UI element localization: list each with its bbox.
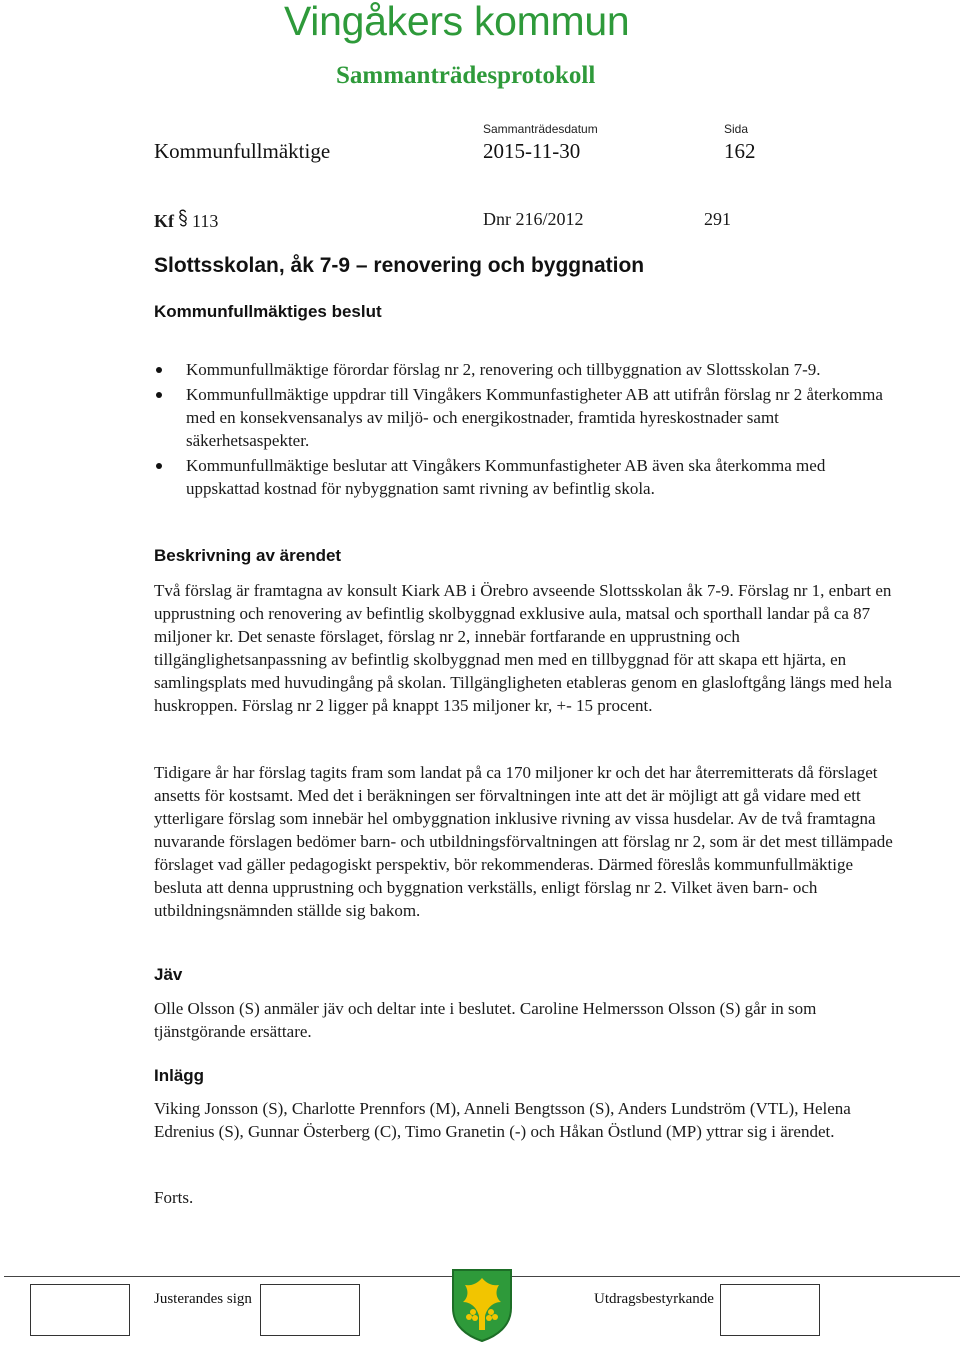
bullet-icon [156, 392, 162, 398]
jav-heading: Jäv [154, 965, 183, 984]
municipal-crest-icon [451, 1268, 513, 1342]
dnr: Dnr 216/2012 [483, 209, 584, 229]
certification-box [720, 1284, 820, 1336]
decision-item-text: Kommunfullmäktige beslutar att Vingåkers Kommunfastigheter AB även ska återkomma med uppskattad kostnad för nybyggnation samt rivning av befintlig skola. [186, 456, 826, 498]
document-type: Sammanträdesprotokoll [336, 62, 596, 89]
jav-text: Olle Olsson (S) anmäler jäv och deltar inte i beslutet. Caroline Helmersson Olsson (S) går in som tjänstgörande ersättare. [154, 999, 817, 1041]
decision-item [154, 454, 894, 500]
bullet-icon [156, 463, 162, 469]
footer-certification-label: Utdragsbestyrkande [594, 1291, 714, 1307]
meeting-date: 2015-11-30 [483, 139, 581, 163]
description-heading: Beskrivning av ärendet [154, 546, 342, 565]
case-title: Slottsskolan, åk 7-9 – renovering och byggnation [154, 254, 645, 277]
page-number: 162 [724, 139, 756, 163]
description-paragraph-2: Tidigare år har förslag tagits fram som landat på ca 170 miljoner kr och det har återremitterats då förslaget ansetts för kostsamt. Med det i beräkningen ser förvaltningen inte att det är möjligt att gå vidare med ett ytterligare förslag som innebär hel ombyggnation inklusive rivning av vissa husdelar. Av de två framtagna nuvarande förslagen bedömer barn- och utbildningsförvaltningen att förslag nr 2, som är det mest tillämpade förslaget vad gäller pedagogiskt perspektiv, bör rekommenderas. Därmed föreslås kommunfullmäktige besluta att denna upprustning och byggnation verkställs, enligt förslag nr 2. Vilket även barn- och utbildningsnämnden ställde sig bakom. [154, 763, 893, 920]
organization-name: Vingåkers kommun [284, 0, 630, 44]
body-name: Kommunfullmäktige [154, 139, 331, 163]
inlagg-heading: Inlägg [154, 1066, 205, 1085]
bullet-icon [156, 367, 162, 373]
signature-box-2 [260, 1284, 360, 1336]
kf-paragraph [154, 209, 218, 232]
description-paragraph-1: Två förslag är framtagna av konsult Kiark AB i Örebro avseende Slottsskolan åk 7-9. Förslag nr 1, enbart en upprustning och renovering av befintlig skolbyggnad exklusive aula, matsal och sporthall landar på ca 87 miljoner kr. Det senaste förslaget, förslag nr 2, innebär fortfarande en upprustning och tillgänglighetsanpassning av befintlig skolbyggnad men med en tillbyggnad för att skapa ett hjärta, en samlingsplats med huvudingång på skolan. Tillgängligheten etableras genom en glasloftgång längs med hela huskroppen. Förslag nr 2 ligger på knappt 135 miljoner kr, +- 15 procent. [154, 581, 892, 715]
inlagg-text: Viking Jonsson (S), Charlotte Prennfors (M), Anneli Bengtsson (S), Anders Lundström (VTL), Helena Edrenius (S), Gunnar Österberg (C), Timo Granetin (-) och Håkan Östlund (MP) yttrar sig i ärendet. [154, 1099, 851, 1141]
decision-list [154, 358, 894, 502]
continued-note: Forts. [154, 1188, 194, 1207]
page-label: Sida [724, 122, 749, 136]
kf-prefix: Kf [154, 211, 174, 231]
section-sign-icon [178, 209, 188, 232]
decision-item [154, 383, 894, 452]
kf-number: 113 [192, 211, 219, 231]
decision-item-text: Kommunfullmäktige uppdrar till Vingåkers Kommunfastigheter AB att utifrån förslag nr 2 återkomma med en konsekvensanalys av miljö- och energikostnader, framtida hyreskostnader samt säkerhetsaspekter. [186, 385, 883, 450]
signature-box-1 [30, 1284, 130, 1336]
reference-number: 291 [704, 209, 731, 229]
decision-heading: Kommunfullmäktiges beslut [154, 302, 382, 321]
decision-item-text: Kommunfullmäktige förordar förslag nr 2, renovering och tillbyggnation av Slottsskolan 7-9. [186, 360, 821, 379]
date-label: Sammanträdesdatum [483, 122, 598, 136]
footer-sign-label: Justerandes sign [154, 1291, 252, 1307]
decision-item [154, 358, 894, 381]
